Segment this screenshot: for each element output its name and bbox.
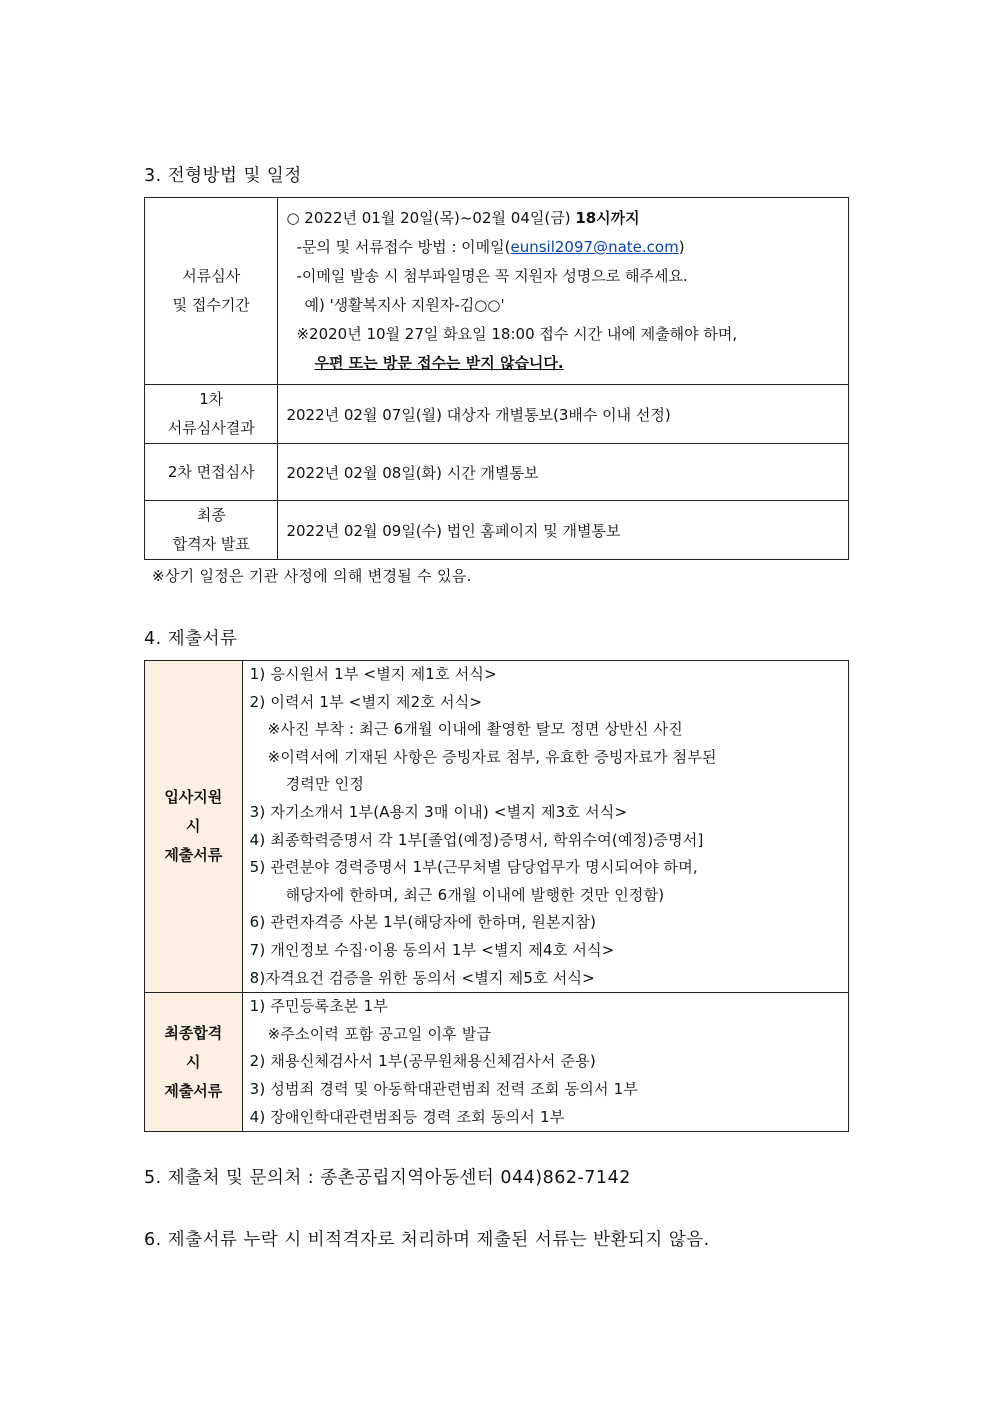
final-documents-list: [242, 993, 848, 1132]
label-line: 최종: [196, 506, 226, 524]
label-line: 서류심사: [182, 267, 241, 285]
row-label: [145, 444, 278, 501]
list-item: 2) 이력서 1부 <별지 제2호 서식>: [249, 692, 483, 711]
documents-table: [144, 660, 849, 1132]
list-item: 경력만 인정: [285, 775, 365, 794]
label-line: 제출서류: [164, 1081, 223, 1100]
label-line: 시: [186, 817, 201, 836]
group-label: [145, 993, 243, 1132]
list-item: 8)자격요건 검증을 위한 동의서 <별지 제5호 서식>: [249, 968, 595, 987]
paren-close: ): [678, 238, 685, 256]
row-value: 2022년 02월 09일(수) 법인 홈페이지 및 개별통보: [278, 501, 849, 560]
label-line: 합격자 발표: [172, 535, 250, 553]
label-line: 및 접수기간: [172, 296, 250, 314]
section-4-heading: 4. 제출서류: [144, 629, 238, 649]
label-line: 최종합격: [164, 1023, 223, 1042]
list-item: 7) 개인정보 수집·이용 동의서 1부 <별지 제4호 서식>: [249, 940, 615, 959]
filename-example: 예) '생활복지사 지원자-김○○': [304, 296, 505, 314]
table-row: [145, 993, 849, 1132]
group-label: [145, 661, 243, 993]
row-label: [145, 198, 278, 385]
row-value: 2022년 02월 08일(화) 시간 개별통보: [278, 444, 849, 501]
no-mail-notice: 우편 또는 방문 접수는 받지 않습니다.: [314, 354, 564, 372]
table-row: [145, 198, 849, 385]
table-row: [145, 501, 849, 560]
inquiry-line: [286, 233, 840, 262]
list-item: 4) 장애인학대관련범죄등 경력 조회 동의서 1부: [249, 1107, 565, 1126]
label-line: 제출서류: [164, 846, 223, 865]
label-line: 입사지원: [164, 788, 223, 807]
application-period-cell: [278, 198, 849, 385]
list-item: ※주소이력 포함 공고일 이후 발급: [267, 1024, 492, 1043]
no-mail-line: [286, 349, 840, 378]
deadline-time: 18시까지: [575, 209, 640, 227]
contact-info: 5. 제출처 및 문의처 : 종촌공립지역아동센터 044)862-7142: [144, 1168, 631, 1188]
missing-documents-notice: 6. 제출서류 누락 시 비적격자로 처리하며 제출된 서류는 반환되지 않음.: [144, 1230, 710, 1250]
period-line: [286, 204, 840, 233]
table-row: [145, 385, 849, 444]
row-value: 2022년 02월 07일(월) 대상자 개별통보(3배수 이내 선정): [278, 385, 849, 444]
list-item: 1) 응시원서 1부 <별지 제1호 서식>: [249, 665, 497, 683]
list-item: ※사진 부착 : 최근 6개월 이내에 촬영한 탈모 정면 상반신 사진: [267, 720, 683, 739]
label-line: 시: [186, 1052, 201, 1071]
list-item: 3) 성범죄 경력 및 아동학대관련범죄 전력 조회 동의서 1부: [249, 1079, 639, 1098]
filename-instruction: -이메일 발송 시 첨부파일명은 꼭 지원자 성명으로 해주세요.: [296, 267, 688, 285]
list-item: 3) 자기소개서 1부(A용지 3매 이내) <별지 제3호 서식>: [249, 802, 628, 821]
row-label: [145, 501, 278, 560]
schedule-note: ※상기 일정은 기관 사정에 의해 변경될 수 있음.: [152, 567, 472, 585]
inquiry-text: -문의 및 서류접수 방법 : 이메일(: [296, 238, 511, 256]
label-line: 서류심사결과: [167, 419, 255, 437]
list-item: 4) 최종학력증명서 각 1부[졸업(예정)증명서, 학위수여(예정)증명서]: [249, 830, 704, 849]
email-link[interactable]: eunsil2097@nate.com: [510, 238, 679, 256]
label-line: 1차: [199, 390, 224, 408]
list-item: ※이력서에 기재된 사항은 증빙자료 첨부, 유효한 증빙자료가 첨부된: [267, 747, 717, 766]
table-row: [145, 661, 849, 993]
list-item: 해당자에 한하며, 최근 6개월 이내에 발행한 것만 인정함): [285, 885, 665, 904]
period-date: ○ 2022년 01월 20일(목)~02월 04일(금): [286, 209, 576, 227]
label-line: 2차 면접심사: [167, 462, 255, 481]
row-label: [145, 385, 278, 444]
schedule-table: [144, 197, 849, 560]
deadline-note: ※2020년 10월 27일 화요일 18:00 접수 시간 내에 제출해야 하며,: [296, 325, 738, 343]
list-item: 2) 채용신체검사서 1부(공무원채용신체검사서 준용): [249, 1052, 596, 1071]
application-documents-list: [242, 661, 848, 993]
table-row: [145, 444, 849, 501]
section-3-heading: 3. 전형방법 및 일정: [144, 166, 302, 186]
list-item: 6) 관련자격증 사본 1부(해당자에 한하며, 원본지참): [249, 913, 597, 932]
list-item: 1) 주민등록초본 1부: [249, 997, 388, 1016]
list-item: 5) 관련분야 경력증명서 1부(근무처별 담당업무가 명시되어야 하며,: [249, 858, 698, 877]
